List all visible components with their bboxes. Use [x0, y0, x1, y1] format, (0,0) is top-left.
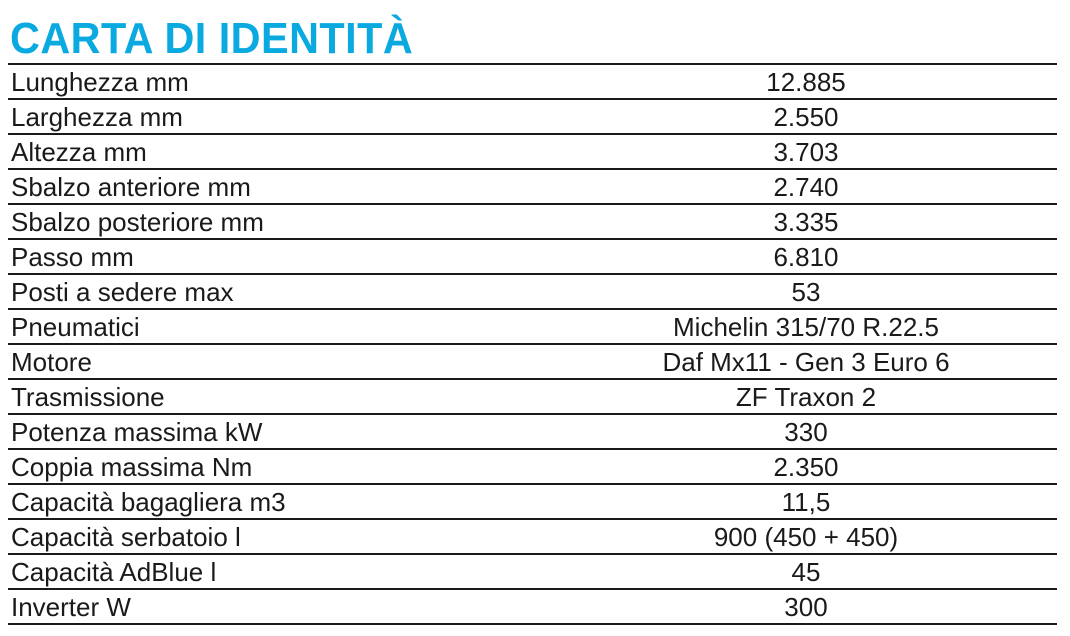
spec-value: 300: [784, 592, 828, 622]
spec-row: [8, 275, 1057, 310]
spec-row: [8, 450, 1057, 485]
spec-table: [8, 63, 1057, 625]
spec-row: [8, 555, 1057, 590]
spec-row: [8, 380, 1057, 415]
spec-value: 900 (450 + 450): [713, 522, 899, 552]
spec-label: Capacità AdBlue l: [11, 557, 217, 587]
spec-label: Trasmissione: [11, 382, 165, 412]
spec-row: [8, 310, 1057, 345]
spec-value: 3.335: [773, 207, 839, 237]
spec-label: Motore: [11, 347, 92, 377]
spec-value: 45: [791, 557, 821, 587]
spec-row: [8, 135, 1057, 170]
spec-value: ZF Traxon 2: [735, 382, 877, 412]
spec-row: [8, 65, 1057, 100]
spec-label: Capacità bagagliera m3: [11, 487, 286, 517]
spec-value: 2.350: [773, 452, 839, 482]
spec-row: [8, 205, 1057, 240]
spec-label: Capacità serbatoio l: [11, 522, 241, 552]
spec-label: Larghezza mm: [11, 102, 183, 132]
spec-value: 53: [791, 277, 821, 307]
spec-row: [8, 485, 1057, 520]
spec-value: 6.810: [773, 242, 839, 272]
spec-row: [8, 345, 1057, 380]
spec-label: Sbalzo anteriore mm: [11, 172, 251, 202]
spec-row: [8, 590, 1057, 625]
spec-value: 2.740: [773, 172, 839, 202]
spec-label: Potenza massima kW: [11, 417, 263, 447]
spec-value: 3.703: [773, 137, 839, 167]
spec-label: Passo mm: [11, 242, 134, 272]
spec-value: 12.885: [766, 67, 846, 97]
spec-rows: [8, 65, 1057, 625]
spec-row: [8, 170, 1057, 205]
spec-label: Posti a sedere max: [11, 277, 234, 307]
spec-label: Coppia massima Nm: [11, 452, 253, 482]
spec-value: 330: [784, 417, 828, 447]
spec-row: [8, 100, 1057, 135]
spec-row: [8, 240, 1057, 275]
spec-row: [8, 415, 1057, 450]
spec-label: Lunghezza mm: [11, 67, 189, 97]
spec-row: [8, 520, 1057, 555]
spec-label: Inverter W: [11, 592, 131, 622]
spec-value: Daf Mx11 - Gen 3 Euro 6: [662, 347, 950, 377]
spec-value: 11,5: [781, 487, 831, 517]
spec-label: Sbalzo posteriore mm: [11, 207, 264, 237]
spec-value: Michelin 315/70 R.22.5: [673, 312, 939, 342]
spec-value: 2.550: [773, 102, 839, 132]
spec-label: Altezza mm: [11, 137, 147, 167]
page-title: CARTA DI IDENTITÀ: [10, 14, 414, 63]
spec-label: Pneumatici: [11, 312, 140, 342]
